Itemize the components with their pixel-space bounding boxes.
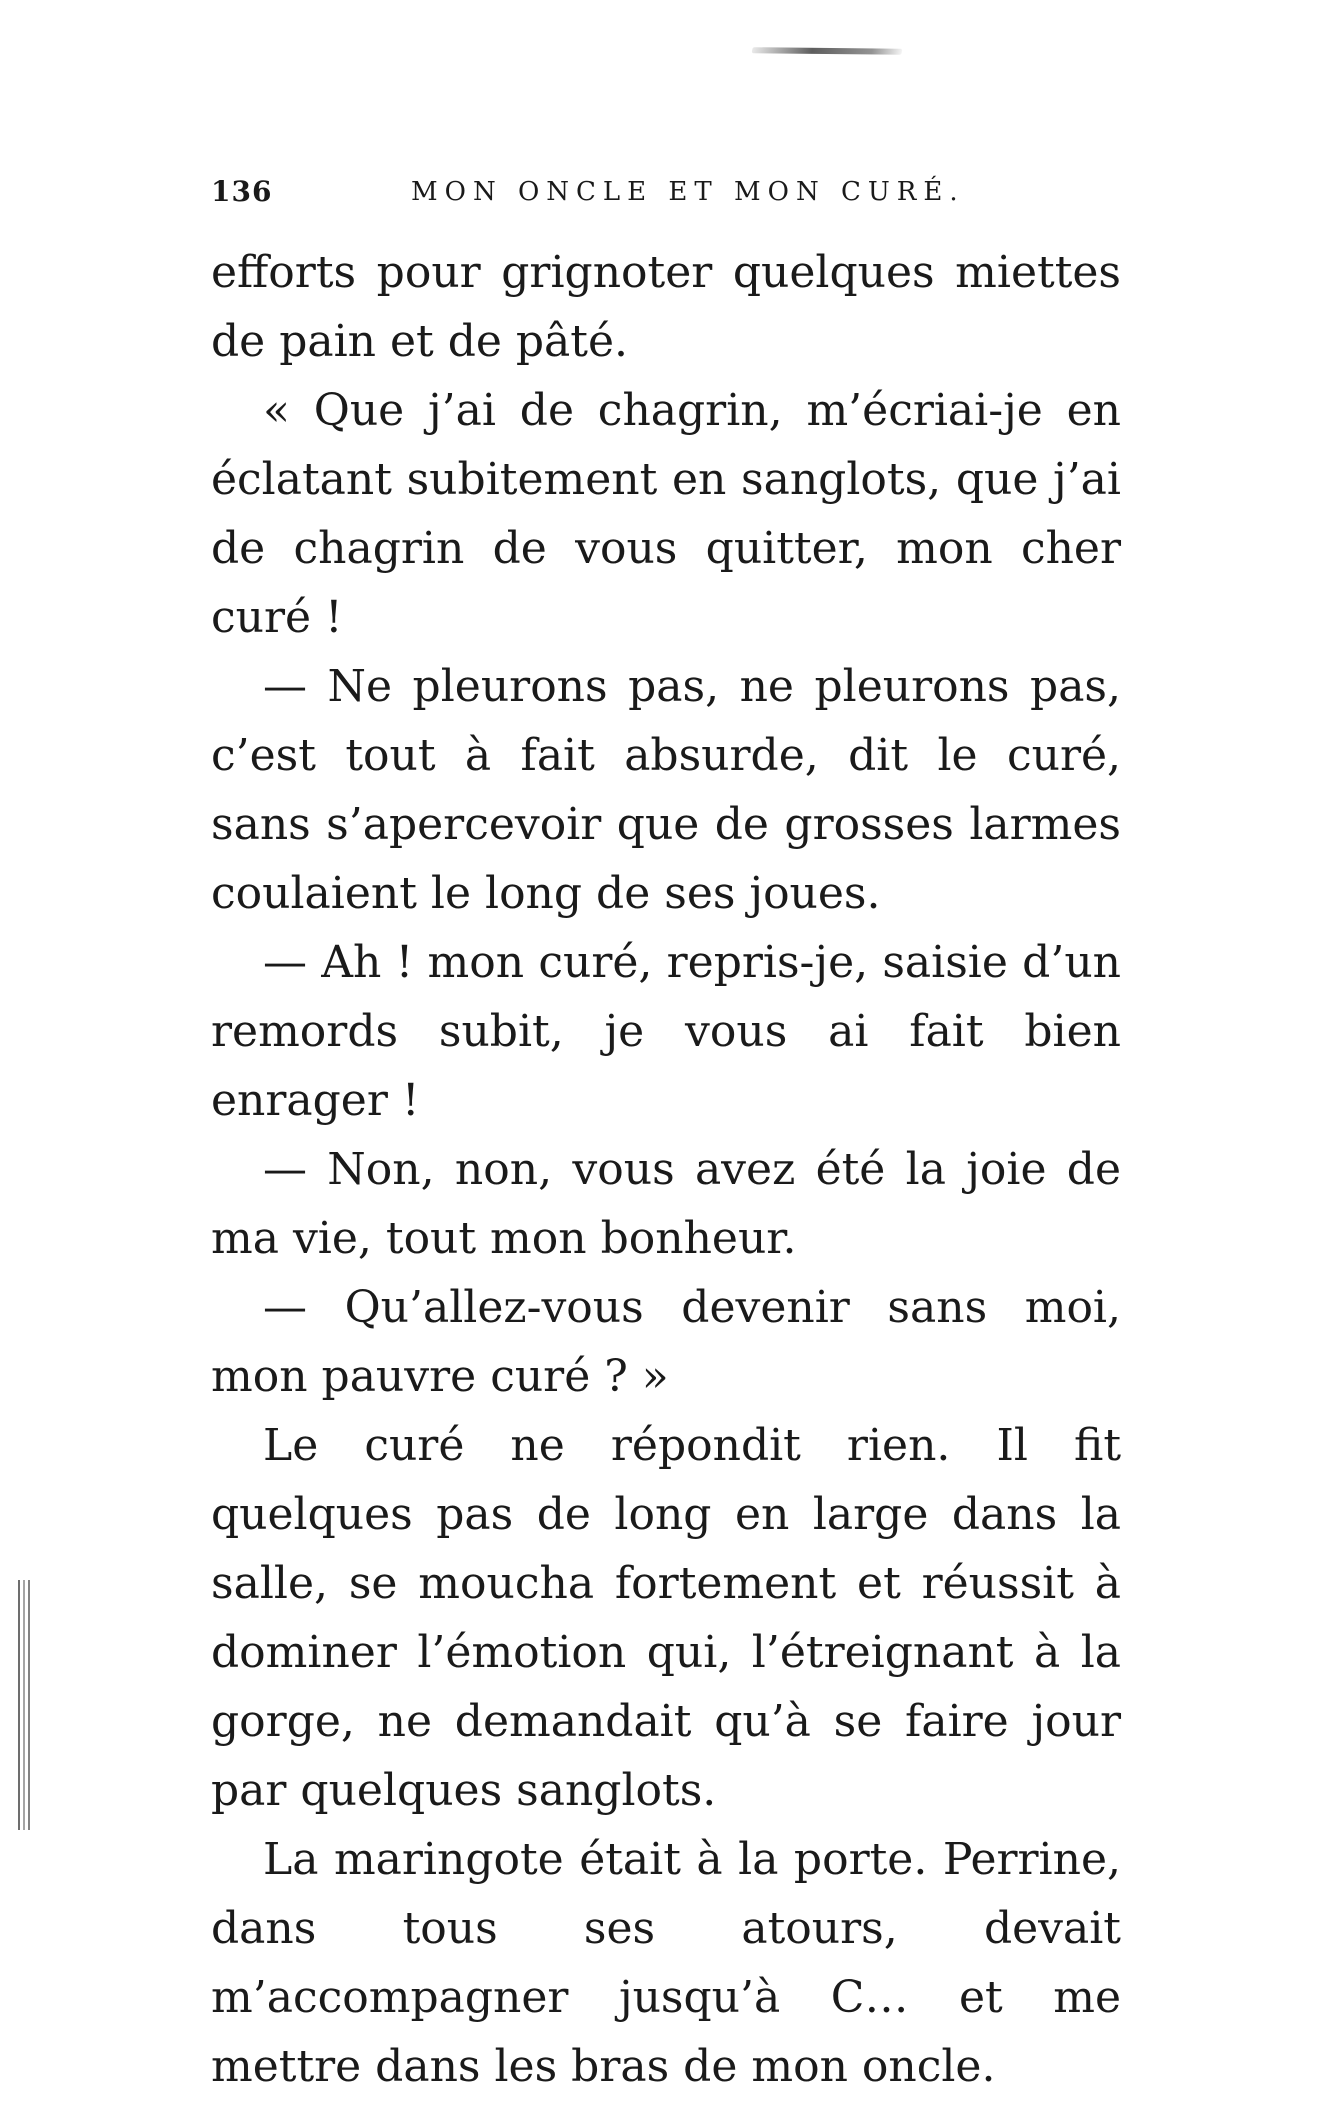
page-header xyxy=(211,172,1111,212)
binding-line xyxy=(28,1580,30,1830)
page-number: 136 xyxy=(211,175,273,208)
paragraph: « Que j’ai de chagrin, m’écriai-je en éclatant subitement en sanglots, que j’ai de chagrin de vous quitter, mon cher curé ! xyxy=(211,385,1121,643)
paragraph: — Non, non, vous avez été la joie de ma vie, tout mon bonheur. xyxy=(211,1144,1121,1264)
binding-line xyxy=(18,1580,20,1830)
running-title: MON ONCLE ET MON CURÉ. xyxy=(411,177,965,207)
paragraph: — Ne pleurons pas, ne pleurons pas, c’est tout à fait absurde, dit le curé, sans s’apercevoir que de grosses larmes coulaient le long de ses joues. xyxy=(211,661,1121,919)
paragraph: — Qu’allez-vous devenir sans moi, mon pauvre curé ? » xyxy=(211,1282,1121,1402)
paragraph: — Ah ! mon curé, repris-je, saisie d’un remords subit, je vous ai fait bien enrager ! xyxy=(211,937,1121,1126)
body-text xyxy=(211,238,1121,2101)
paragraph: La maringote était à la porte. Perrine, dans tous ses atours, devait m’accompagner jusqu’à C… et me mettre dans les bras de mon oncle. xyxy=(211,1834,1121,2092)
paragraph: Le curé ne répondit rien. Il fit quelques pas de long en large dans la salle, se moucha fortement et réussit à dominer l’émotion qui, l’étreignant à la gorge, ne demandait qu’à se faire jour par quelques sanglots. xyxy=(211,1420,1121,1816)
ink-smudge-mark xyxy=(752,47,903,55)
binding-line xyxy=(23,1580,25,1830)
binding-edge-lines xyxy=(18,1580,32,1830)
paragraph: efforts pour grignoter quelques miettes de pain et de pâté. xyxy=(211,247,1121,367)
